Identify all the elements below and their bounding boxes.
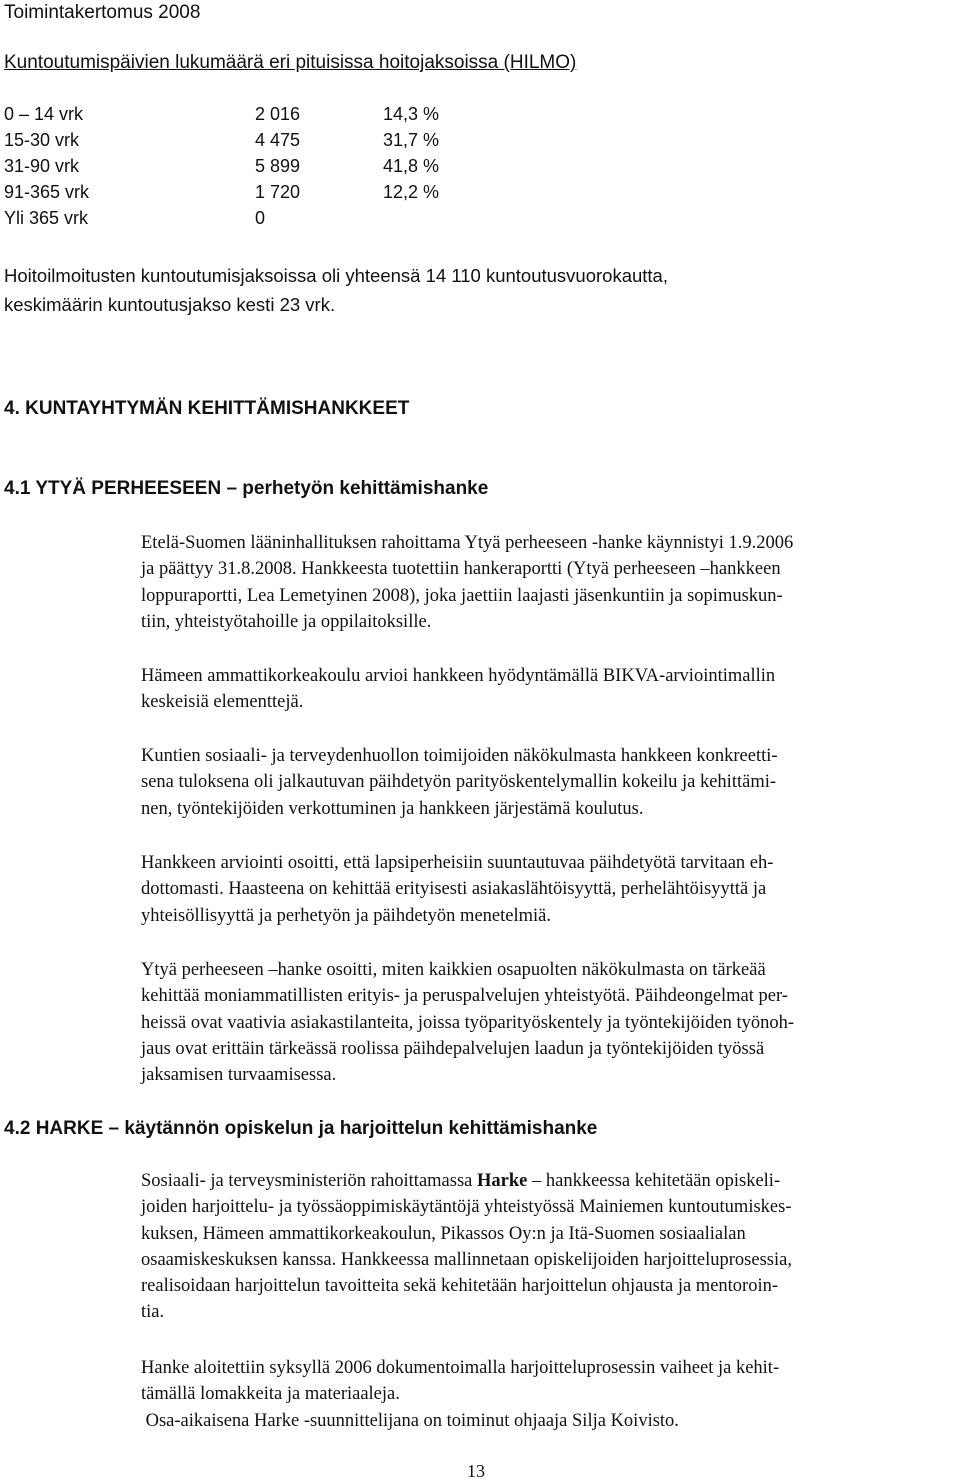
table-title: Kuntoutumispäivien lukumäärä eri pituisissa hoitojaksoissa (HILMO) [4,52,577,73]
percent-cell: 14,3 % [383,104,440,124]
text-line: kehittää moniammatillisten erityis- ja peruspalvelujen yhteistyötä. Päihdeongelmat per- [141,986,788,1007]
text-line: heissä ovat vaativia asiakastilanteita, joissa työparityöskentely ja työntekijöiden työnoh- [141,1012,794,1033]
text-line: ja päättyy 31.8.2008. Hankkeesta tuotettiin hankeraportti (Ytyä perheeseen –hankkeen [141,559,781,580]
percent-cell: 12,2 % [383,182,440,202]
count-cell: 5 899 [255,156,301,176]
text-line: Hankkeen arviointi osoitti, että lapsiperheisiin suuntautuvaa päihdetyötä tarvitaan eh- [141,853,774,873]
text-line: dottomasti. Haasteena on kehittää erityisesti asiakaslähtöisyyttä, perhelähtöisyyttä ja [141,879,767,900]
summary-line: keskimäärin kuntoutusjakso kesti 23 vrk. [4,293,336,315]
percent-cell: 41,8 % [383,156,440,176]
section-heading: 4. KUNTAYHTYMÄN KEHITTÄMISHANKKEET [4,398,410,419]
text-line: Hämeen ammattikorkeakoulu arvioi hankkeen hyödyntämällä BIKVA-arviointimallin [141,666,776,686]
range-cell: 91-365 vrk [4,182,90,202]
paragraph [141,850,951,929]
text-line: loppuraportti, Lea Lemetyinen 2008), joka jaettiin laajasti jäsenkuntiin ja sopimuskun- [141,585,783,606]
text-line: nen, työntekijöiden verkottuminen ja hankkeen järjestämä koulutus. [141,798,644,819]
range-cell: 0 – 14 vrk [4,104,84,124]
text-line: Hanke aloitettiin syksyllä 2006 dokumentoimalla harjoitteluprosessin vaiheet ja kehit- [141,1358,780,1378]
text-run: Sosiaali- ja terveysministeriön rahoittamassa [141,1171,477,1191]
paragraph [141,663,951,716]
text-line: tämällä lomakkeita ja materiaaleja. [141,1384,400,1405]
project-name-bold: Harke [477,1171,528,1191]
subsection-heading-harke: 4.2 HARKE – käytännön opiskelun ja harjoittelun kehittämishanke [4,1118,598,1139]
text-line: osaamiskeskuksen kanssa. Hankkeessa mallinnetaan opiskelijoiden harjoitteluprosessia, [141,1249,792,1270]
text-line: realisoidaan harjoittelun tavoitteita sekä kehitetään harjoittelun ohjausta ja mentoroin- [141,1276,779,1297]
text-line: keskeisiä elementtejä. [141,692,304,713]
report-title: Toimintakertomus 2008 [4,2,201,23]
paragraph [141,1168,951,1326]
text-line: kuksen, Hämeen ammattikorkeakoulun, Pikassos Oy:n ja Itä-Suomen sosiaalialan [141,1223,746,1244]
text-line: Osa-aikaisena Harke -suunnittelijana on toiminut ohjaaja Silja Koivisto. [141,1410,679,1431]
paragraph [141,957,951,1088]
text-line [141,1168,951,1194]
count-cell: 0 [255,208,266,228]
text-line: Etelä-Suomen lääninhallituksen rahoittama Ytyä perheeseen -hanke käynnistyi 1.9.2006 [141,533,794,553]
text-line: jaus ovat erittäin tärkeässä roolissa päihdepalvelujen laadun ja työntekijöiden työssä [141,1038,765,1059]
paragraph [141,530,951,635]
text-line: tiin, yhteistyötahoille ja oppilaitoksille. [141,611,432,632]
page-number: 13 [467,1461,485,1481]
text-line: Kuntien sosiaali- ja terveydenhuollon toimijoiden näkökulmasta hankkeen konkreetti- [141,746,778,766]
text-line: tia. [141,1302,165,1323]
range-cell: 15-30 vrk [4,130,80,150]
subsection-heading-ytya: 4.1 YTYÄ PERHEESEEN – perhetyön kehittämishanke [4,478,489,499]
text-line: jaksamisen turvaamisessa. [141,1065,337,1086]
summary-line: Hoitoilmoitusten kuntoutumisjaksoissa oli yhteensä 14 110 kuntoutusvuorokautta, [4,265,668,286]
range-cell: 31-90 vrk [4,156,80,176]
text-line: sena tuloksena oli jalkautuvan päihdetyön parityöskentelymallin kokeilu ja kehittämi- [141,772,777,793]
summary-paragraph [4,262,668,319]
text-line: joiden harjoittelu- ja työssäoppimiskäytäntöjä yhteistyössä Mainiemen kuntoutumiskes- [141,1197,792,1218]
paragraph [141,743,951,822]
count-cell: 2 016 [255,104,301,124]
percent-cell: 31,7 % [383,130,440,150]
range-cell: Yli 365 vrk [4,208,89,228]
text-run: – hankkeessa kehitetään opiskeli- [527,1171,781,1191]
paragraph [141,1355,951,1434]
count-cell: 4 475 [255,130,301,150]
text-line: yhteisöllisyyttä ja perhetyön ja päihdetyön menetelmiä. [141,905,551,926]
text-line: Ytyä perheeseen –hanke osoitti, miten kaikkien osapuolten näkökulmasta on tärkeää [141,960,766,980]
count-cell: 1 720 [255,182,301,202]
